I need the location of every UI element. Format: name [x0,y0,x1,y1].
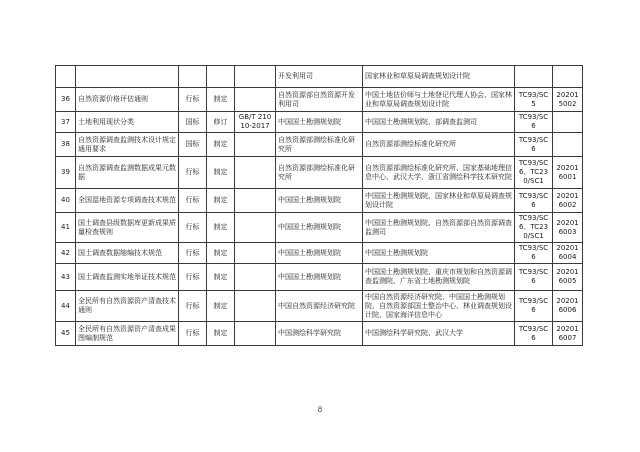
cell-mode: 制定 [207,157,235,189]
cell-standard-name: 土地利用现状分类 [76,112,179,133]
cell-department: 中国自然资源经济研究院 [276,291,363,322]
cell-number [56,66,76,88]
cell-plan-number: 202016002 [553,189,583,213]
table-row [56,189,583,213]
cell-technical-committee: TC93/SC6 [515,112,553,133]
cell-standard-name [76,66,179,88]
cell-technical-committee [515,66,553,88]
cell-mode: 制定 [207,213,235,243]
cell-number: 40 [56,189,76,213]
table-row [56,243,583,264]
cell-replaced-standard [235,133,276,157]
cell-standard-name: 自然资源调查监测技术设计规定通用要求 [76,133,179,157]
cell-number: 45 [56,322,76,346]
cell-replaced-standard: GB/T 21010-2017 [235,112,276,133]
cell-mode: 制定 [207,88,235,112]
cell-standard-name: 自然资源调查监测数据成果元数据 [76,157,179,189]
cell-mode: 制定 [207,243,235,264]
cell-department: 自然资源部测绘标准化研究所 [276,157,363,189]
cell-mode: 制定 [207,133,235,157]
cell-technical-committee: TC93/SC6、TC230/SC1 [515,157,553,189]
cell-number: 36 [56,88,76,112]
cell-standard-type: 行标 [179,88,207,112]
table-row [56,264,583,291]
cell-replaced-standard [235,66,276,88]
cell-standard-type [179,66,207,88]
cell-standard-type: 国标 [179,133,207,157]
cell-replaced-standard [235,213,276,243]
cell-replaced-standard [235,157,276,189]
cell-drafting-unit: 国家林业和草原局调查规划设计院 [363,66,515,88]
cell-department: 开发利用司 [276,66,363,88]
cell-mode: 修订 [207,112,235,133]
cell-mode: 制定 [207,264,235,291]
cell-plan-number [553,112,583,133]
cell-plan-number: 202016003 [553,213,583,243]
cell-drafting-unit: 中国国土勘测规划院、自然资源部自然资源调查监测司 [363,213,515,243]
cell-plan-number: 202015002 [553,88,583,112]
cell-number: 37 [56,112,76,133]
cell-drafting-unit: 中国国土勘测规划院、部调查监测司 [363,112,515,133]
cell-standard-name: 国土调查监测实地举证技术规范 [76,264,179,291]
cell-department: 中国国土勘测规划院 [276,112,363,133]
cell-plan-number: 202016005 [553,264,583,291]
cell-standard-name: 国土调查数据缩编技术规范 [76,243,179,264]
table-row [56,322,583,346]
cell-replaced-standard [235,88,276,112]
cell-department: 自然资源部测绘标准化研究所 [276,133,363,157]
cell-plan-number: 202016007 [553,322,583,346]
cell-drafting-unit: 中国国土勘测规划院 [363,243,515,264]
cell-drafting-unit: 自然资源部测绘标准化研究所、国家基础地理信息中心、武汉大学、浙江省测绘科学技术研究院 [363,157,515,189]
cell-standard-type: 行标 [179,243,207,264]
cell-drafting-unit: 中国国土勘测规划院、国家林业和草原局调查规划设计院 [363,189,515,213]
cell-standard-type: 国标 [179,112,207,133]
cell-plan-number [553,66,583,88]
cell-technical-committee: TC93/SC6、TC230/SC1 [515,213,553,243]
cell-number: 38 [56,133,76,157]
cell-standard-type: 行标 [179,291,207,322]
cell-replaced-standard [235,243,276,264]
table-row [56,112,583,133]
cell-replaced-standard [235,264,276,291]
cell-drafting-unit: 中国自然资源经济研究院、中国国土勘测规划院、自然资源部国土整治中心、林业调查规划设计院、国家海洋信息中心 [363,291,515,322]
cell-number: 42 [56,243,76,264]
page-number: 8 [317,406,323,414]
cell-replaced-standard [235,189,276,213]
cell-drafting-unit: 自然资源部测绘标准化研究所 [363,133,515,157]
cell-technical-committee: TC93/SC6 [515,189,553,213]
cell-mode: 制定 [207,322,235,346]
table-row [56,133,583,157]
cell-standard-type: 行标 [179,189,207,213]
cell-number: 39 [56,157,76,189]
cell-replaced-standard [235,291,276,322]
cell-standard-name: 全民所有自然资源资产清查技术通则 [76,291,179,322]
table-row [56,88,583,112]
cell-number: 44 [56,291,76,322]
cell-department: 中国测绘科学研究院 [276,322,363,346]
cell-department: 中国国土勘测规划院 [276,213,363,243]
cell-replaced-standard [235,322,276,346]
cell-plan-number [553,133,583,157]
cell-technical-committee: TC93/SC5 [515,88,553,112]
cell-technical-committee: TC93/SC6 [515,243,553,264]
cell-standard-name: 全民所有自然资源资产清查成果图编制规范 [76,322,179,346]
standards-plan-table [55,65,583,346]
table-row [56,291,583,322]
cell-drafting-unit: 中国测绘科学研究院、武汉大学 [363,322,515,346]
table-row [56,66,583,88]
cell-standard-type: 行标 [179,264,207,291]
table-row [56,157,583,189]
cell-number: 41 [56,213,76,243]
table-row [56,213,583,243]
cell-mode: 制定 [207,291,235,322]
cell-number: 43 [56,264,76,291]
cell-standard-name: 自然资源价格评估通则 [76,88,179,112]
cell-mode [207,66,235,88]
cell-department: 中国国土勘测规划院 [276,264,363,291]
cell-department: 中国国土勘测规划院 [276,243,363,264]
cell-plan-number: 202016001 [553,157,583,189]
cell-standard-type: 行标 [179,157,207,189]
cell-standard-name: 国土调查县级数据库更新成果质量检查规则 [76,213,179,243]
cell-standard-type: 行标 [179,213,207,243]
cell-standard-type: 行标 [179,322,207,346]
cell-technical-committee: TC93/SC6 [515,322,553,346]
cell-technical-committee: TC93/SC6 [515,291,553,322]
cell-department: 中国国土勘测规划院 [276,189,363,213]
cell-technical-committee: TC93/SC6 [515,133,553,157]
cell-drafting-unit: 中国土地估价师与土地登记代理人协会、国家林业和草原局调查规划设计院 [363,88,515,112]
cell-mode: 制定 [207,189,235,213]
cell-technical-committee: TC93/SC6 [515,264,553,291]
cell-plan-number: 202016004 [553,243,583,264]
cell-plan-number: 202016006 [553,291,583,322]
cell-department: 自然资源部自然资源开发利用司 [276,88,363,112]
cell-drafting-unit: 中国国土勘测规划院、重庆市规划和自然资源调查监测院、广东省土地勘测规划院 [363,264,515,291]
cell-standard-name: 全国湿地资源专项调查技术规范 [76,189,179,213]
